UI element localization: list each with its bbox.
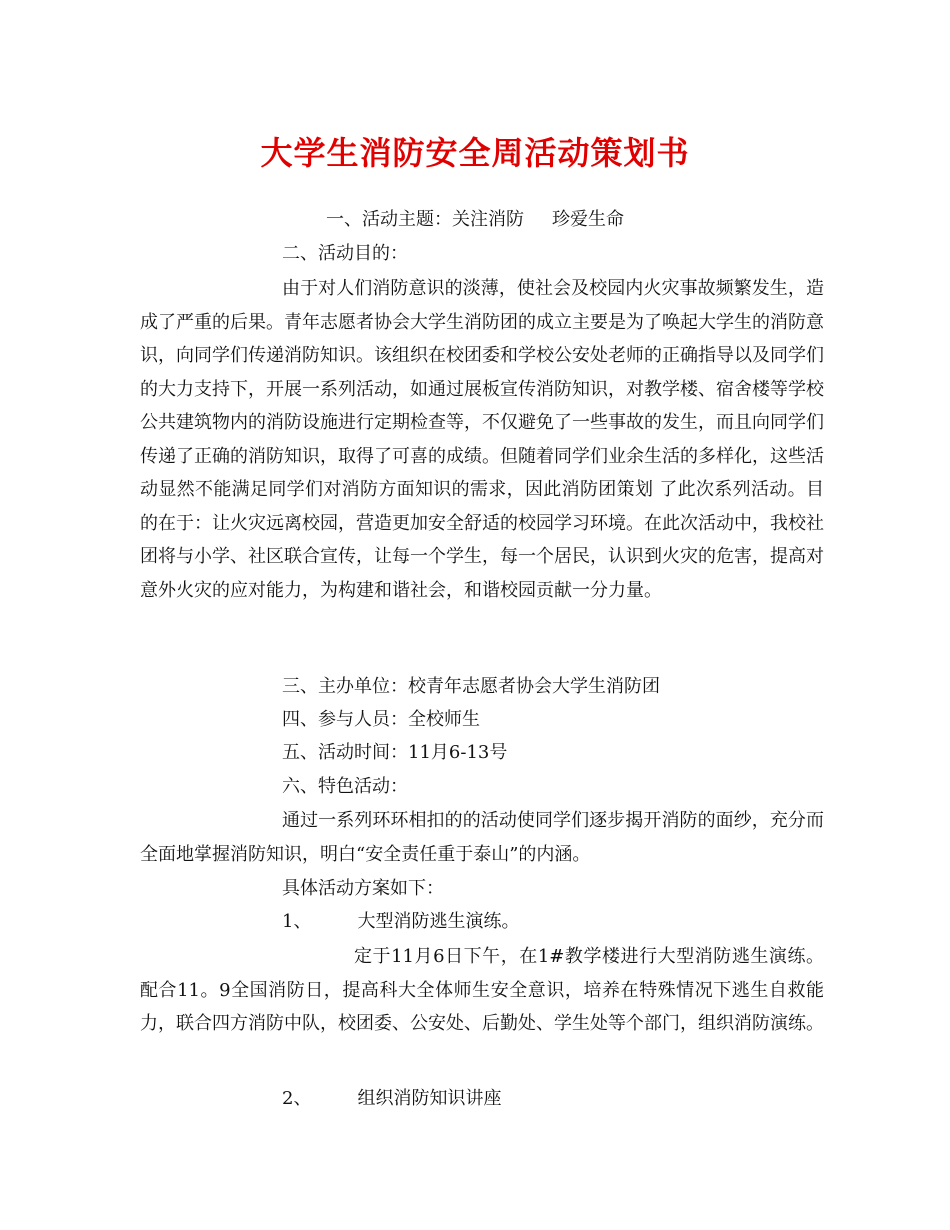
item-1-title: 大型消防逃生演练。: [357, 911, 520, 932]
item-2-heading: [282, 1087, 501, 1111]
item-2-title: 组织消防知识讲座: [357, 1088, 502, 1109]
purpose-heading: 二、活动目的：: [282, 243, 408, 264]
item-1-heading: [282, 910, 519, 934]
plan-intro: 具体活动方案如下：: [282, 878, 444, 899]
theme-value: 珍爱生命: [552, 209, 624, 230]
participants-line: 四、参与人员：全校师生: [282, 709, 480, 730]
organizer-line: 三、主办单位：校青年志愿者协会大学生消防团: [282, 676, 660, 697]
document-title: 大学生消防安全周活动策划书: [260, 134, 690, 172]
theme-line: [326, 208, 624, 232]
purpose-paragraph: 由于对人们消防意识的淡薄，使社会及校园内火灾事故频繁发生，造成了严重的后果。青年志愿者协会大学生消防团的成立主要是为了唤起大学生的消防意识，向同学们传递消防知识。该组织在校团委和学校公安处老师的正确指导以及同学们的大力支持下，开展一系列活动，如通过展板宣传消防知识，对教学楼、宿舍楼等学校公共建筑物内的消防设施进行定期检查等，不仅避免了一些事故的发生，而且向同学们传递了正确的消防知识，取得了可喜的成绩。但随着同学们业余生活的多样化，这些活动显然不能满足同学们对消防方面知识的需求，因此消防团策划 了此次系列活动。目的在于：让火灾远离校园，营造更加安全舒适的校园学习环境。在此次活动中，我校社团将与小学、社区联合宣传，让每一个学生，每一个居民，认识到火灾的危害，提高对意外火灾的应对能力，为构建和谐社会，和谐校园贡献一分力量。: [140, 278, 824, 601]
time-line: 五、活动时间：11月6-13号: [282, 742, 508, 763]
item-1-number: 1、: [282, 911, 312, 932]
item-2-number: 2、: [282, 1088, 312, 1109]
special-paragraph: 通过一系列环环相扣的的活动使同学们逐步揭开消防的面纱，充分而全面地掌握消防知识，明白“安全责任重于泰山”的内涵。: [140, 810, 824, 865]
theme-label: 一、活动主题：关注消防: [326, 209, 524, 230]
special-heading: 六、特色活动：: [282, 776, 408, 797]
item-1-paragraph: 定于11月6日下午，在1#教学楼进行大型消防逃生演练。配合11。9全国消防日，提高科大全体师生安全意识，培养在特殊情况下逃生自救能力，联合四方消防中队，校团委、公安处、后勤处、学生处等个部门，组织消防演练。: [140, 946, 824, 1034]
